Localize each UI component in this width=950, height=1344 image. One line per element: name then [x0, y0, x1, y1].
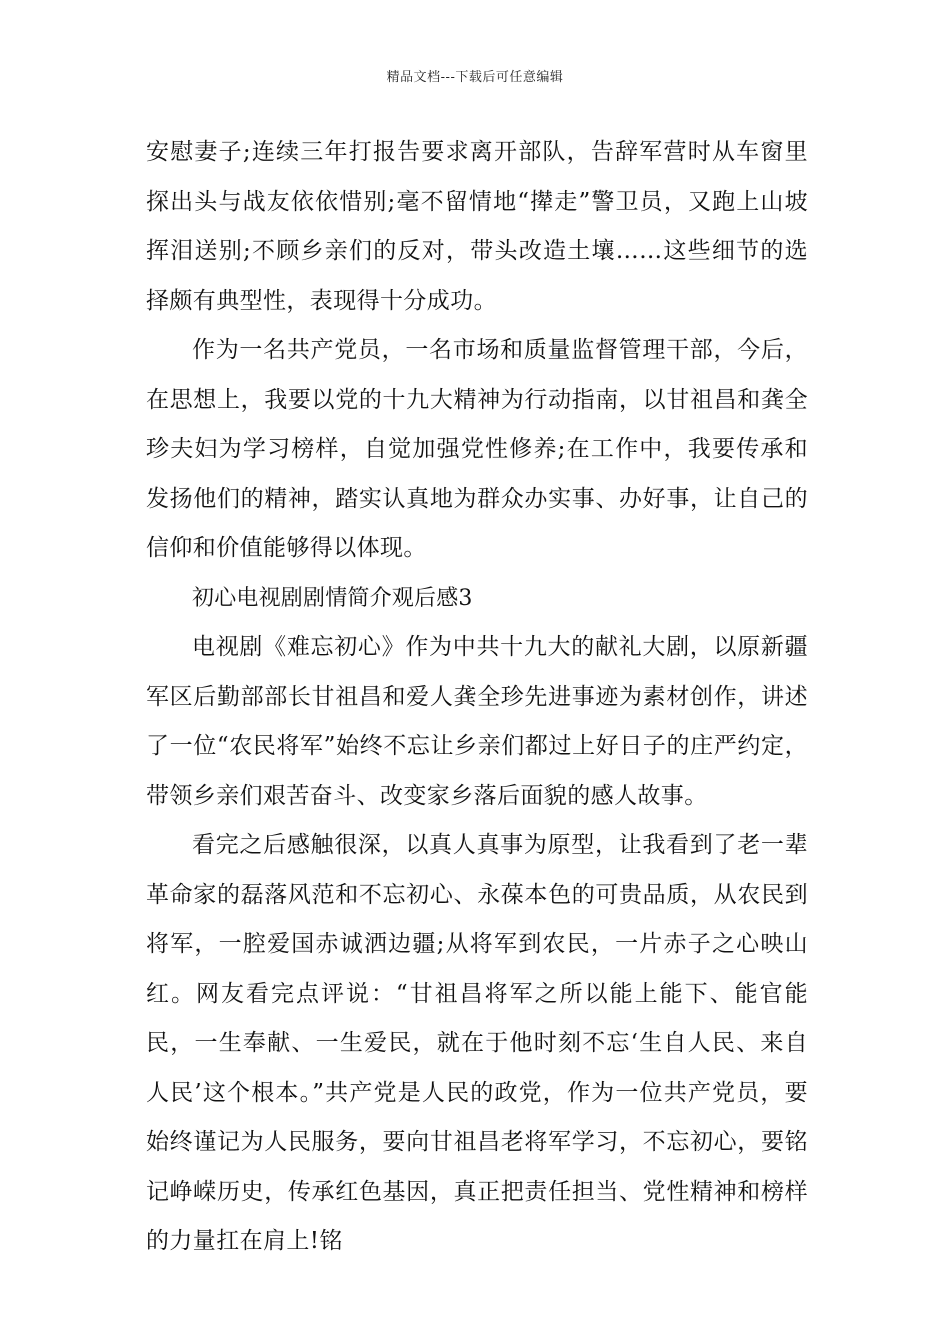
- paragraph-reflection: 看完之后感触很深，以真人真事为原型，让我看到了老一辈革命家的磊落风范和不忘初心、永葆本色的可贵品质，从农民到将军，一腔爱国赤诚洒边疆;从将军到农民，一片赤子之心映山红。网友看完点评说：“甘祖昌将军之所以能上能下、能官能民，一生奉献、一生爱民，就在于他时刻不忘‘生自人民、来自人民’这个根本。”共产党是人民的政党，作为一位共产党员，要始终谨记为人民服务，要向甘祖昌老将军学习，不忘初心，要铭记峥嵘历史，传承红色基因，真正把责任担当、党性精神和榜样的力量扛在肩上!铭: [146, 832, 808, 1254]
- page-header: 精品文档---下载后可任意编辑: [386, 70, 564, 85]
- paragraph-continuation: 安慰妻子;连续三年打报告要求离开部队，告辞军营时从车窗里探出头与战友依依惜别;毫不留情地“撵走”警卫员，又跑上山坡挥泪送别;不顾乡亲们的反对，带头改造土壤……这些细节的选择颇有典型性，表现得十分成功。: [146, 139, 808, 314]
- document-body: [146, 128, 808, 1267]
- paragraph-drama-intro: 电视剧《难忘初心》作为中共十九大的献礼大剧，以原新疆军区后勤部部长甘祖昌和爱人龚全珍先进事迹为素材创作，讲述了一位“农民将军”始终不忘让乡亲们都过上好日子的庄严约定，带领乡亲们艰苦奋斗、改变家乡落后面貌的感人故事。: [146, 634, 808, 809]
- section-heading: 初心电视剧剧情简介观后感3: [192, 585, 473, 611]
- paragraph-commitment: 作为一名共产党员，一名市场和质量监督管理干部，今后，在思想上，我要以党的十九大精神为行动指南，以甘祖昌和龚全珍夫妇为学习榜样，自觉加强党性修养;在工作中，我要传承和发扬他们的精神，踏实认真地为群众办实事、办好事，让自己的信仰和价值能够得以体现。: [146, 337, 808, 561]
